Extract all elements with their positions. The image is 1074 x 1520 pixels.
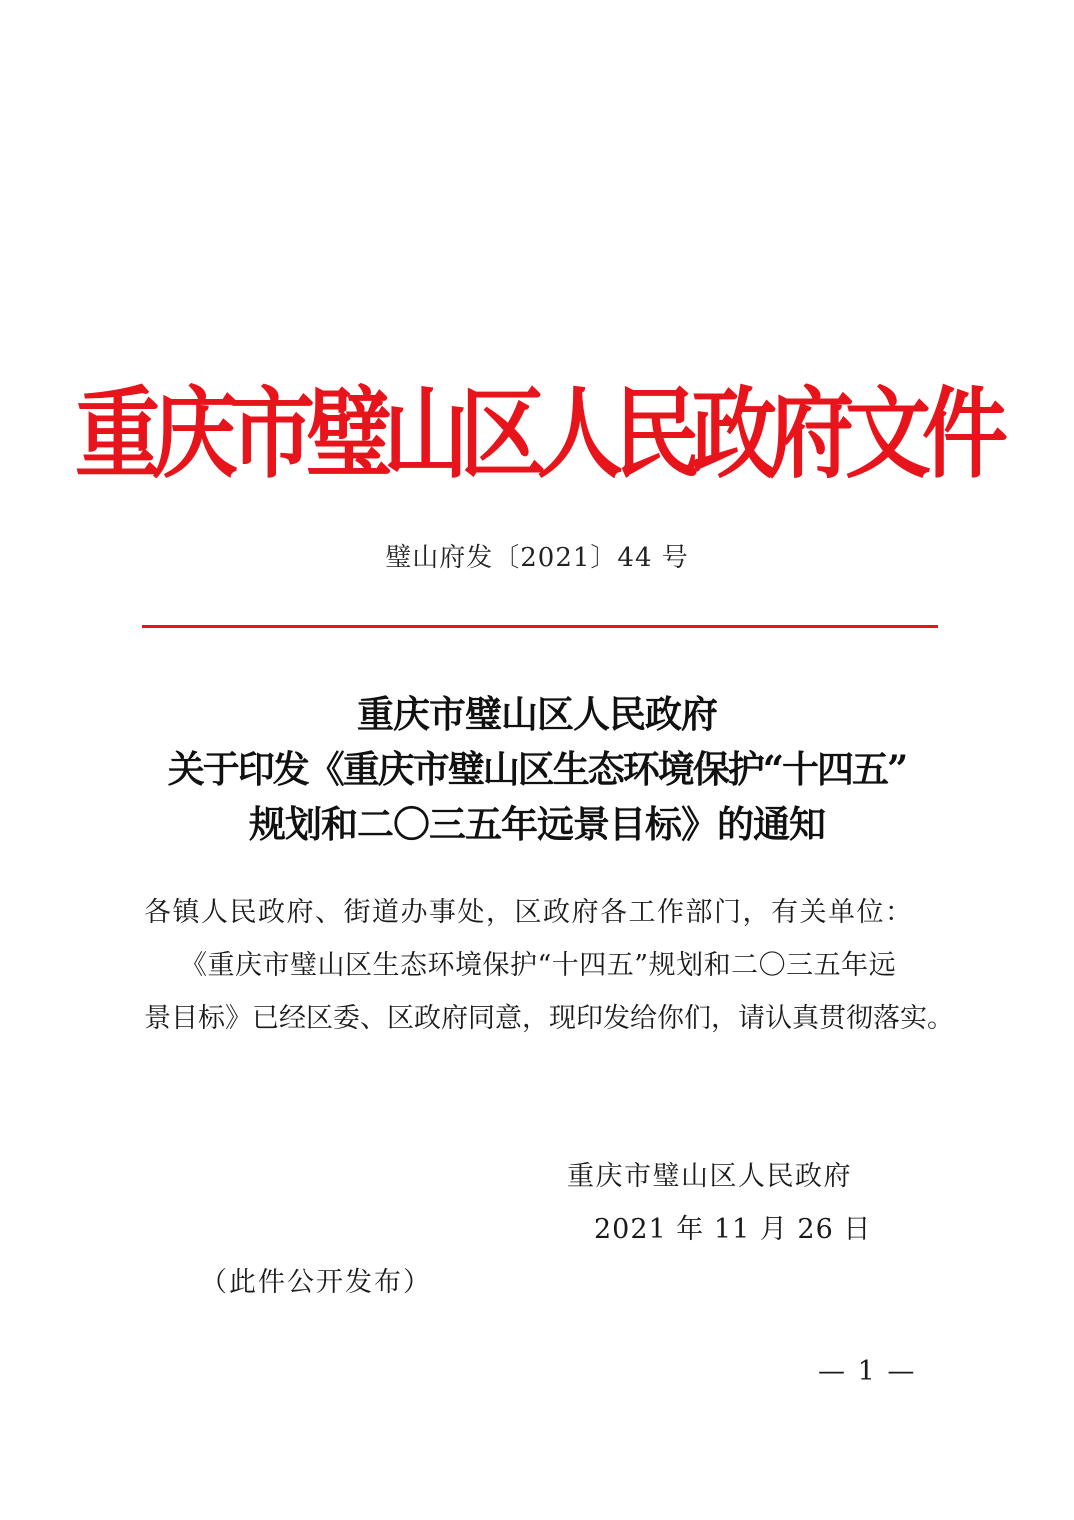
issuer-signature: 重庆市璧山区人民政府 — [567, 1161, 852, 1192]
issue-date: 2021 年 11 月 26 日 — [594, 1214, 872, 1245]
title-line-2: 关于印发《重庆市璧山区生态环境保护“十四五” — [167, 747, 907, 791]
title-line-1: 重庆市璧山区人民政府 — [357, 692, 717, 736]
disclosure-note: （此件公开发布） — [200, 1267, 432, 1298]
document-masthead: 重庆市璧山区人民政府文件 — [75, 376, 999, 492]
red-separator-line — [142, 625, 938, 628]
body-paragraph-line-1: 《重庆市璧山区生态环境保护“十四五”规划和二〇三五年远 — [180, 950, 897, 981]
page-number: — 1 — — [818, 1356, 917, 1387]
salutation: 各镇人民政府、街道办事处，区政府各工作部门，有关单位： — [144, 897, 914, 928]
document-number: 璧山府发〔2021〕44 号 — [385, 543, 689, 573]
title-line-3: 规划和二〇三五年远景目标》的通知 — [249, 802, 825, 846]
body-paragraph-line-2: 景目标》已经区委、区政府同意，现印发给你们，请认真贯彻落实。 — [144, 1003, 954, 1034]
